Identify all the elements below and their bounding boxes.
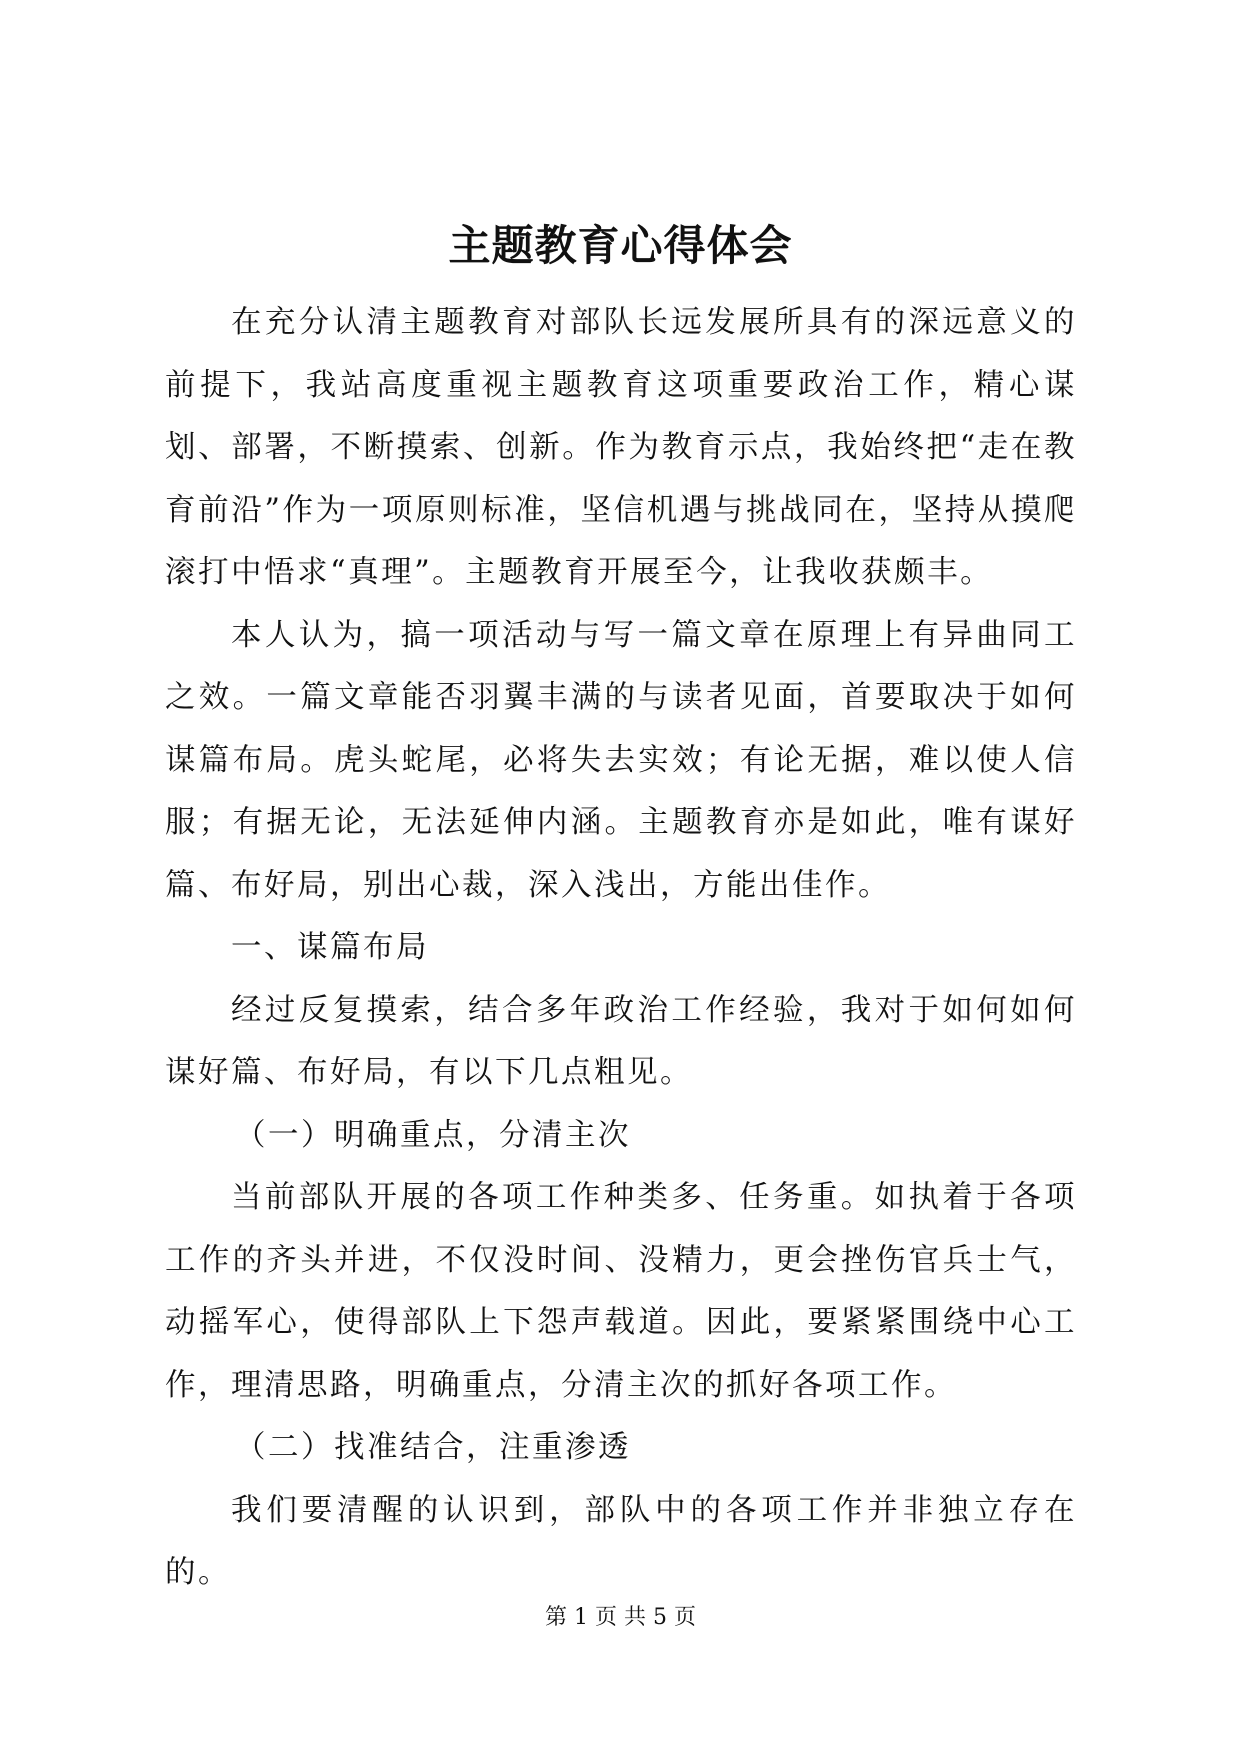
paragraph-subsection-1: 当前部队开展的各项工作种类多、任务重。如执着于各项工作的齐头并进，不仅没时间、没精力，更会挫伤官兵士气，动摇军心，使得部队上下怨声载道。因此，要紧紧围绕中心工作，理清思路，明确重点，分清主次的抓好各项工作。	[165, 1180, 1077, 1403]
section-heading-1: 一、谋篇布局	[231, 930, 429, 965]
document-title: 主题教育心得体会	[448, 221, 793, 270]
paragraph-section-1: 经过反复摸索，结合多年政治工作经验，我对于如何如何谋好篇、布好局，有以下几点粗见。	[165, 992, 1077, 1090]
paragraph-subsection-2: 我们要清醒的认识到，部队中的各项工作并非独立存在的。	[165, 1492, 1077, 1590]
page-footer: 第 1 页 共 5 页	[545, 1605, 696, 1630]
subheading-2: （二）找准结合，注重渗透	[235, 1430, 631, 1465]
paragraph-intro: 在充分认清主题教育对部队长远发展所具有的深远意义的前提下，我站高度重视主题教育这项重要政治工作，精心谋划、部署，不断摸索、创新。作为教育示点，我始终把“走在教育前沿”作为一项原则标准，坚信机遇与挑战同在，坚持从摸爬滚打中悟求“真理”。主题教育开展至今，让我收获颇丰。	[165, 305, 1077, 590]
document-body	[165, 292, 1077, 1605]
paragraph-analogy: 本人认为，搞一项活动与写一篇文章在原理上有异曲同工之效。一篇文章能否羽翼丰满的与读者见面，首要取决于如何谋篇布局。虎头蛇尾，必将失去实效；有论无据，难以使人信服；有据无论，无法延伸内涵。主题教育亦是如此，唯有谋好篇、布好局，别出心裁，深入浅出，方能出佳作。	[165, 617, 1077, 903]
subheading-1: （一）明确重点，分清主次	[235, 1117, 631, 1153]
